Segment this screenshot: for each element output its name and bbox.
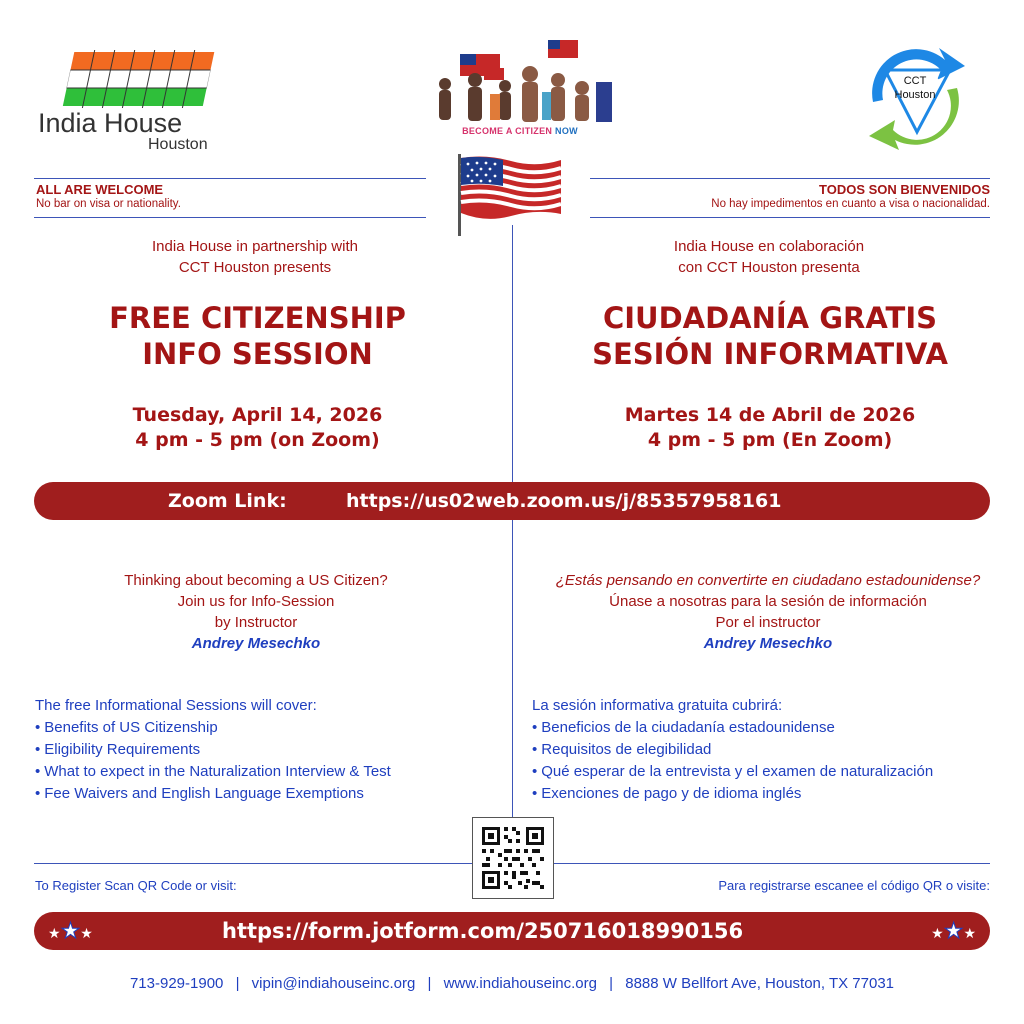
footer-separator: | [427, 975, 432, 992]
right-coverage-list [532, 717, 1012, 805]
zoom-link-url[interactable]: https://us02web.zoom.us/j/85357958161 [346, 490, 782, 512]
left-welcome-bottom-rule [34, 217, 426, 218]
right-invite-line3: Por el instructor [715, 614, 821, 631]
right-invite [516, 570, 1020, 654]
left-partner-line2: CCT Houston presents [178, 259, 332, 276]
left-invite-line2: Join us for Info-Session [177, 593, 335, 610]
right-welcome-bottom-rule [590, 217, 990, 218]
left-welcome-subtitle: No bar on visa or nationality. [36, 198, 181, 210]
right-instructor-name: Andrey Mesechko [703, 635, 833, 652]
star-icon: ★ [963, 925, 976, 941]
left-title-line1: FREE CITIZENSHIP [109, 301, 406, 335]
list-item: • Benefits of US Citizenship [35, 717, 505, 739]
footer-website[interactable]: www.indiahouseinc.org [443, 975, 597, 992]
zoom-link-banner [34, 482, 990, 520]
footer-contact [0, 975, 1024, 992]
right-partner-text [574, 236, 964, 278]
list-item: • Qué esperar de la entrevista y el examen de naturalización [532, 761, 1012, 783]
right-title-line1: CIUDADANÍA GRATIS [602, 301, 938, 335]
left-invite [56, 570, 456, 654]
register-right-rule [554, 863, 990, 864]
right-event-datetime [540, 403, 1000, 453]
left-event-title [30, 300, 485, 372]
left-coverage-list [35, 717, 505, 805]
list-item: • Requisitos de elegibilidad [532, 739, 1012, 761]
cct-logo-text [885, 74, 945, 102]
footer-email[interactable]: vipin@indiahouseinc.org [251, 975, 416, 992]
footer-separator: | [235, 975, 240, 992]
right-star-decoration [931, 918, 976, 944]
left-invite-line1: Thinking about becoming a US Citizen? [124, 572, 388, 589]
right-invite-line1: ¿Estás pensando en convertirte en ciudadano estadounidense? [555, 572, 981, 589]
qr-code-icon [473, 818, 553, 898]
right-event-date: Martes 14 de Abril de 2026 [624, 404, 916, 426]
cct-logo-line2: Houston [894, 89, 936, 101]
india-house-logo-name: India House [38, 108, 183, 138]
footer-phone[interactable]: 713-929-1900 [129, 975, 224, 992]
star-icon: ★ [60, 918, 81, 943]
become-citizen-logo [420, 34, 620, 144]
star-icon: ★ [48, 925, 61, 941]
right-welcome-subtitle: No hay impedimentos en cuanto a visa o nacionalidad. [711, 198, 990, 210]
center-divider [512, 225, 513, 895]
star-icon: ★ [931, 925, 944, 941]
zoom-link-label: Zoom Link: [168, 490, 287, 512]
list-item: • What to expect in the Naturalization Interview & Test [35, 761, 505, 783]
left-coverage [35, 695, 505, 805]
right-event-time: 4 pm - 5 pm (En Zoom) [647, 429, 893, 451]
left-invite-line3: by Instructor [214, 614, 298, 631]
footer-address: 8888 W Bellfort Ave, Houston, TX 77031 [625, 975, 895, 992]
right-partner-line2: con CCT Houston presenta [678, 259, 860, 276]
left-partner-line1: India House in partnership with [152, 238, 358, 255]
left-register-text: To Register Scan QR Code or visit: [35, 878, 237, 893]
left-partner-text [60, 236, 450, 278]
list-item: • Fee Waivers and English Language Exemptions [35, 783, 505, 805]
become-citizen-tagline [420, 126, 620, 136]
become-citizen-now: NOW [555, 126, 578, 136]
footer-separator: | [609, 975, 614, 992]
india-house-logo-graphic [36, 44, 226, 114]
india-house-logo-city: Houston [148, 136, 208, 153]
right-invite-line2: Únase a nosotras para la sesión de información [609, 593, 927, 610]
left-coverage-intro: The free Informational Sessions will cover: [35, 697, 317, 714]
right-register-text: Para registrarse escanee el código QR o visite: [718, 878, 990, 893]
registration-banner [34, 912, 990, 950]
become-citizen-text: BECOME A CITIZEN [462, 126, 553, 136]
cct-logo-line1: CCT [903, 75, 927, 87]
register-left-rule [34, 863, 472, 864]
left-instructor-name: Andrey Mesechko [191, 635, 321, 652]
left-event-date: Tuesday, April 14, 2026 [132, 404, 383, 426]
right-coverage [532, 695, 1012, 805]
right-event-title [530, 300, 1010, 372]
star-icon: ★ [80, 925, 93, 941]
right-title-line2: SESIÓN INFORMATIVA [592, 337, 948, 371]
left-welcome-title: ALL ARE WELCOME [36, 182, 164, 197]
list-item: • Exenciones de pago y de idioma inglés [532, 783, 1012, 805]
citizens-group-illustration [420, 34, 620, 126]
right-partner-line1: India House en colaboración [673, 238, 865, 255]
us-flag-icon [456, 154, 566, 236]
india-house-logo [36, 44, 226, 154]
right-welcome-top-rule [590, 178, 990, 179]
right-welcome [590, 182, 990, 210]
star-icon: ★ [943, 918, 964, 943]
cct-houston-logo [855, 40, 975, 150]
left-event-time: 4 pm - 5 pm (on Zoom) [135, 429, 380, 451]
right-coverage-intro: La sesión informativa gratuita cubrirá: [532, 697, 783, 714]
list-item: • Eligibility Requirements [35, 739, 505, 761]
qr-code[interactable] [472, 817, 554, 899]
right-welcome-title: TODOS SON BIENVENIDOS [819, 182, 990, 197]
registration-url[interactable]: https://form.jotform.com/250716018990156 [222, 919, 744, 943]
list-item: • Beneficios de la ciudadanía estadounidense [532, 717, 1012, 739]
left-star-decoration [48, 918, 93, 944]
left-welcome-top-rule [34, 178, 426, 179]
left-title-line2: INFO SESSION [142, 337, 373, 371]
left-welcome [36, 182, 426, 210]
left-event-datetime [30, 403, 485, 453]
